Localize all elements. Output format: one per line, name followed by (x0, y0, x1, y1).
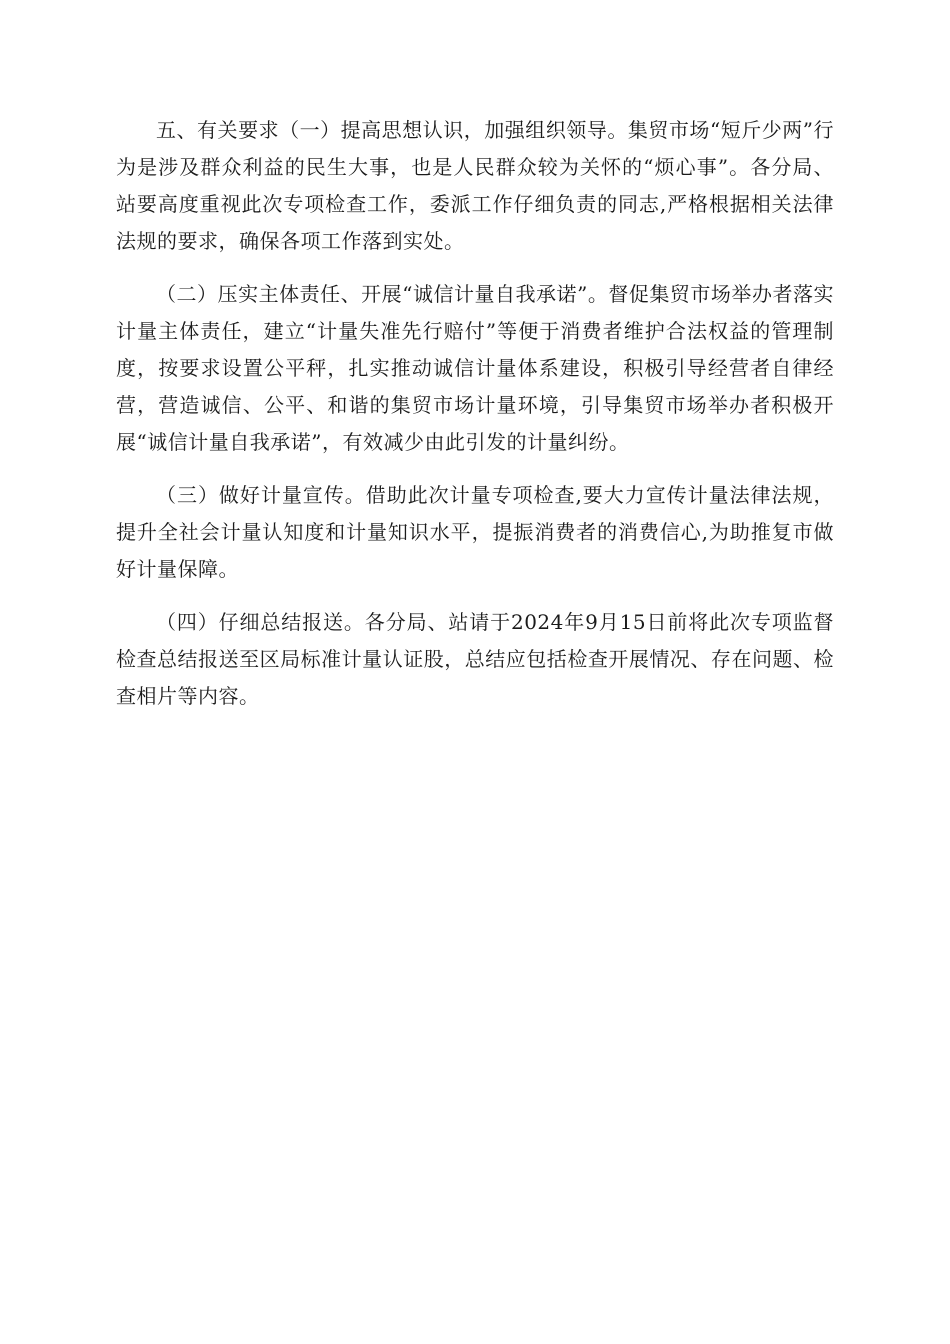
paragraph-requirements-4: （四）仔细总结报送。各分局、站请于2024年9月15日前将此次专项监督检查总结报送至区局标准计量认证股，总结应包括检查开展情况、存在问题、检查相片等内容。 (116, 610, 834, 708)
paragraph-requirements-3: （三）做好计量宣传。借助此次计量专项检查,要大力宣传计量法律法规，提升全社会计量认知度和计量知识水平，提振消费者的消费信心,为助推复市做好计量保障。 (116, 483, 834, 581)
paragraph-requirements-1: 五、有关要求（一）提高思想认识，加强组织领导。集贸市场“短斤少两”行为是涉及群众利益的民生大事，也是人民群众较为关怀的“烦心事”。各分局、站要高度重视此次专项检查工作，委派工作仔细负责的同志,严格根据相关法律法规的要求，确保各项工作落到实处。 (116, 118, 834, 253)
paragraph-requirements-2: （二）压实主体责任、开展“诚信计量自我承诺”。督促集贸市场举办者落实计量主体责任，建立“计量失准先行赔付”等便于消费者维护合法权益的管理制度，按要求设置公平秤，扎实推动诚信计量体系建设，积极引导经营者自律经营，营造诚信、公平、和谐的集贸市场计量环境，引导集贸市场举办者积极开展“诚信计量自我承诺”，有效减少由此引发的计量纠纷。 (116, 282, 834, 454)
document-body (116, 112, 834, 731)
